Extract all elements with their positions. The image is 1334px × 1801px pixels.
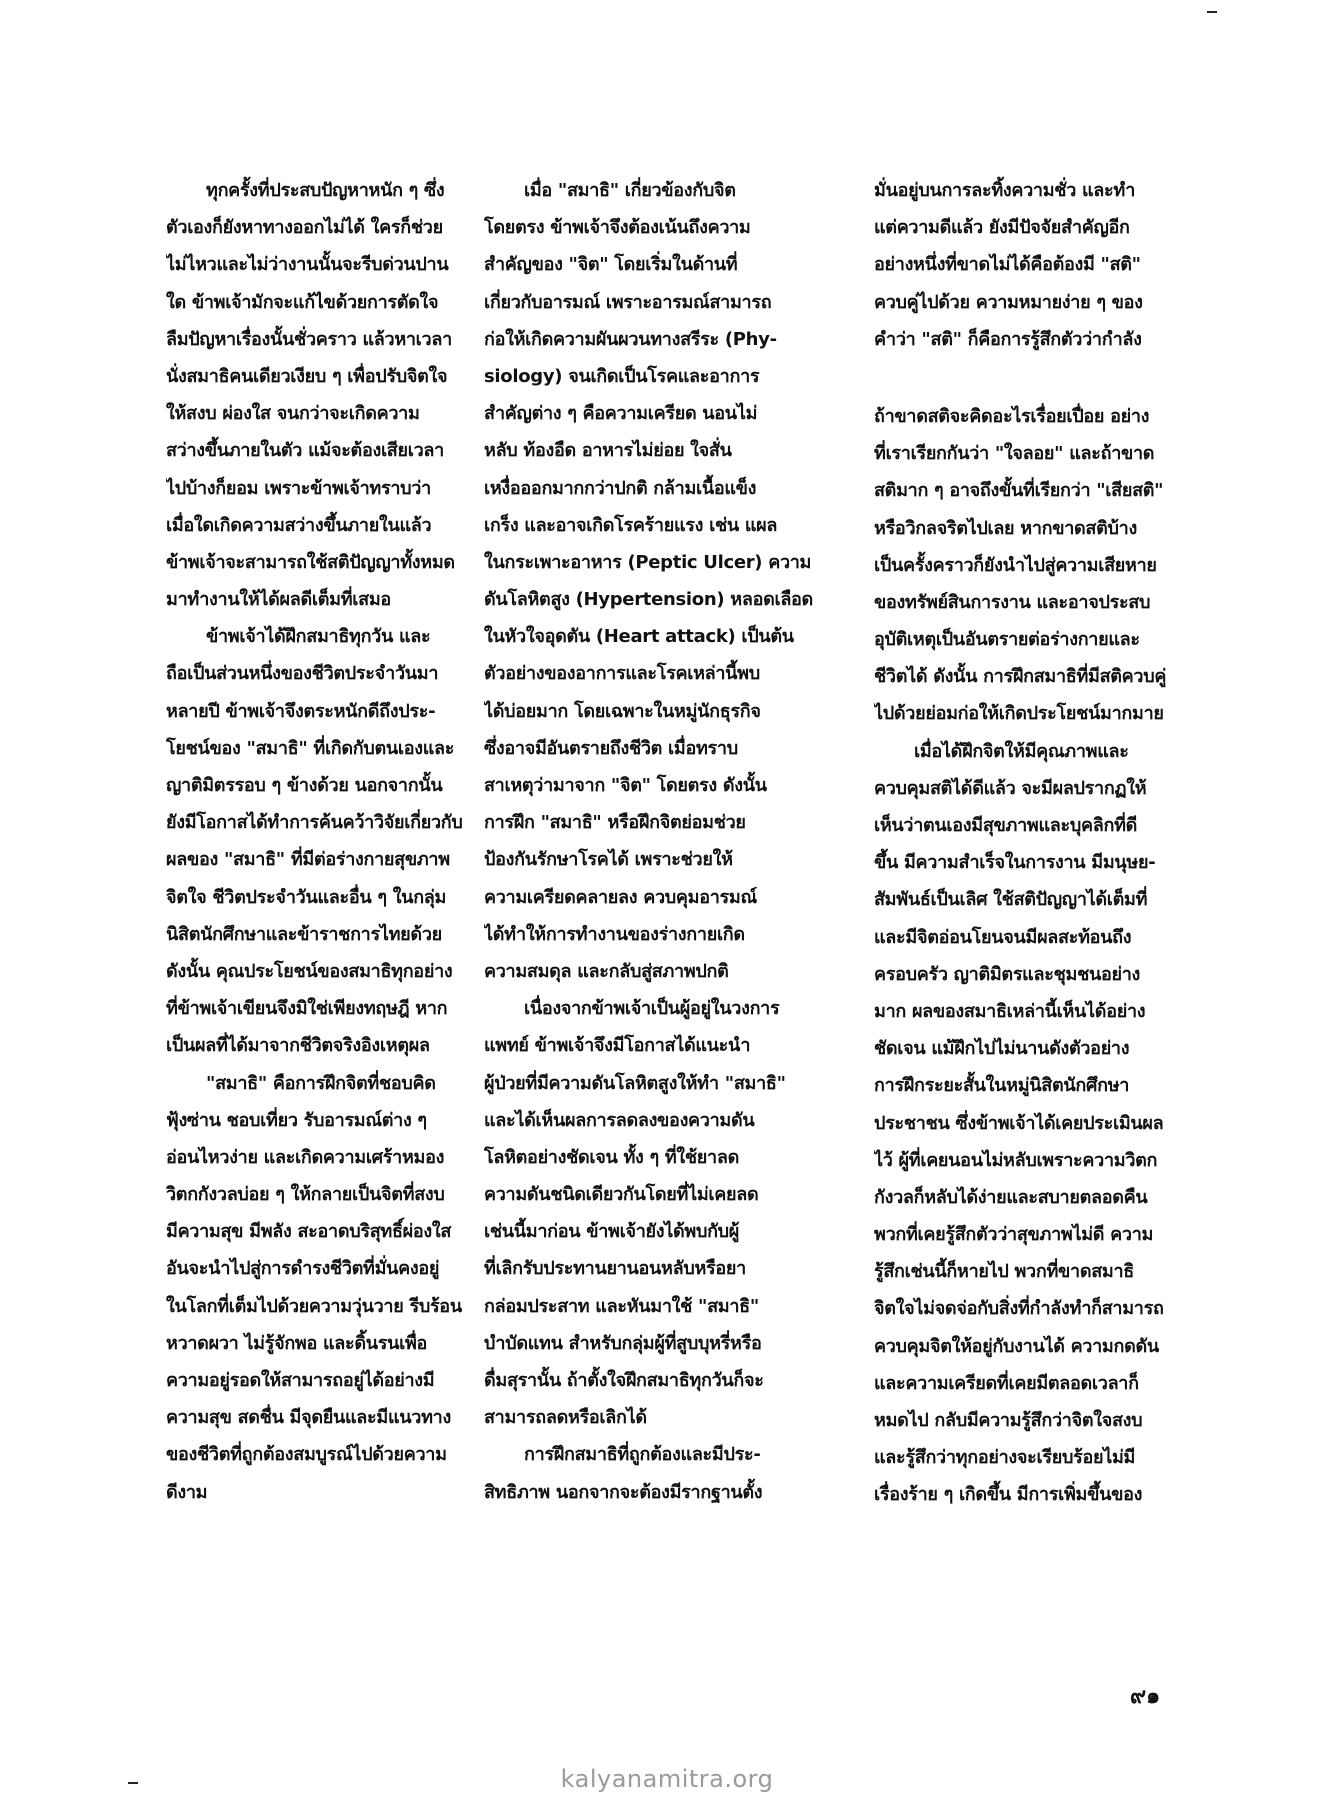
- text-line: ตัวอย่างของอาการและโรคเหล่านี้พบ: [484, 663, 760, 685]
- text-line: เกี่ยวกับอารมณ์ เพราะอารมณ์สามารถ: [484, 291, 772, 313]
- text-line: มาก ผลของสมาธิเหล่านี้เห็นได้อย่าง: [874, 1000, 1146, 1022]
- text-line: ข้าพเจ้าได้ฝึกสมาธิทุกวัน และ: [206, 626, 431, 648]
- text-line: และรู้สึกว่าทุกอย่างจะเรียบร้อยไม่มี: [874, 1447, 1136, 1469]
- text-line: ถือเป็นส่วนหนึ่งของชีวิตประจำวันมา: [166, 663, 439, 685]
- text-line: ยังมีโอกาสได้ทำการค้นคว้าวิจัยเกี่ยวกับ: [166, 812, 463, 834]
- text-line: siology) จนเกิดเป็นโรคและอาการ: [484, 365, 760, 387]
- text-line: ไปบ้างก็ยอม เพราะข้าพเจ้าทราบว่า: [166, 477, 431, 499]
- text-line: โดยตรง ข้าพเจ้าจึงต้องเน้นถึงความ: [484, 217, 751, 239]
- text-line: ผู้ป่วยที่มีความดันโลหิตสูงให้ทำ "สมาธิ": [484, 1072, 786, 1094]
- text-line: ในหัวใจอุดตัน (Heart attack) เป็นต้น: [484, 626, 794, 648]
- text-line: สติมาก ๆ อาจถึงขั้นที่เรียกว่า "เสียสติ": [874, 480, 1164, 502]
- text-line: ตัวเองก็ยังหาทางออกไม่ได้ ใครก็ช่วย: [166, 217, 443, 239]
- text-line: มั่นอยู่บนการละทิ้งความชั่ว และทำ: [874, 180, 1136, 201]
- watermark: kalyanamitra.org: [560, 1765, 774, 1793]
- text-line: มาทำงานให้ได้ผลดีเต็มที่เสมอ: [166, 589, 391, 611]
- text-line: สว่างขึ้นภายในตัว แม้จะต้องเสียเวลา: [166, 440, 444, 462]
- text-line: หวาดผวา ไม่รู้จักพอ และดิ้นรนเพื่อ: [166, 1332, 428, 1354]
- text-line: เกร็ง และอาจเกิดโรคร้ายแรง เช่น แผล: [484, 514, 778, 536]
- text-line: หมดไป กลับมีความรู้สึกว่าจิตใจสงบ: [874, 1410, 1143, 1431]
- text-line: ชัดเจน แม้ฝึกไปไม่นานดังตัวอย่าง: [874, 1038, 1130, 1060]
- text-line: หลายปี ข้าพเจ้าจึงตระหนักดีถึงประ-: [166, 700, 436, 722]
- page-number: ๙๑: [1130, 1684, 1161, 1709]
- text-line: ดันโลหิตสูง (Hypertension) หลอดเลือด: [484, 589, 813, 611]
- text-line: นิสิตนักศึกษาและข้าราชการไทยด้วย: [166, 923, 442, 945]
- text-line: คำว่า "สติ" ก็คือการรู้สึกตัวว่ากำลัง: [874, 328, 1142, 350]
- text-line: สิทธิภาพ นอกจากจะต้องมีรากฐานตั้ง: [484, 1481, 763, 1503]
- text-line: เมื่อ "สมาธิ" เกี่ยวข้องกับจิต: [524, 180, 736, 201]
- text-line: เช่นนี้มาก่อน ข้าพเจ้ายังได้พบกับผู้: [484, 1221, 740, 1243]
- text-line: เหงื่อออกมากกว่าปกติ กล้ามเนื้อแข็ง: [484, 477, 757, 499]
- text-line: ความอยู่รอดให้สามารถอยู่ได้อย่างมี: [166, 1370, 435, 1391]
- text-line: ควบคุมจิตให้อยู่กับงานได้ ความกดดัน: [874, 1335, 1159, 1357]
- text-line: ที่ข้าพเจ้าเขียนจึงมิใช่เพียงทฤษฎี หาก: [166, 998, 448, 1020]
- text-line: ไม่ไหวและไม่ว่างานนั้นจะรีบด่วนปาน: [166, 254, 449, 276]
- text-line: แพทย์ ข้าพเจ้าจึงมีโอกาสได้แนะนำ: [484, 1035, 751, 1057]
- text-line: ลืมปัญหาเรื่องนั้นชั่วคราว แล้วหาเวลา: [166, 328, 452, 350]
- text-line: ของทรัพย์สินการงาน และอาจประสบ: [874, 591, 1151, 613]
- text-line: กังวลก็หลับได้ง่ายและสบายตลอดคืน: [874, 1186, 1148, 1208]
- text-line: และความเครียดที่เคยมีตลอดเวลาก็: [874, 1372, 1139, 1394]
- text-line: ควบคู่ไปด้วย ความหมายง่าย ๆ ของ: [874, 291, 1143, 313]
- text-line: ป้องกันรักษาโรคได้ เพราะช่วยให้: [484, 849, 733, 871]
- text-line: ข้าพเจ้าจะสามารถใช้สติปัญญาทั้งหมด: [166, 551, 455, 573]
- text-line: เมื่อได้ฝึกจิตให้มีคุณภาพและ: [914, 740, 1129, 762]
- text-line: ญาติมิตรรอบ ๆ ข้างด้วย นอกจากนั้น: [166, 775, 443, 796]
- text-line: ความเครียดคลายลง ควบคุมอารมณ์: [484, 886, 757, 908]
- scan-mark-top: [1207, 11, 1217, 13]
- text-line: ประชาชน ซึ่งข้าพเจ้าได้เคยประเมินผล: [874, 1112, 1164, 1134]
- text-line: ใด ข้าพเจ้ามักจะแก้ไขด้วยการตัดใจ: [166, 291, 439, 313]
- text-line: เนื่องจากข้าพเจ้าเป็นผู้อยู่ในวงการ: [524, 998, 780, 1020]
- text-line: ของชีวิตที่ถูกต้องสมบูรณ์ไปด้วยความ: [166, 1444, 447, 1466]
- text-line: สัมพันธ์เป็นเลิศ ใช้สติปัญญาได้เต็มที่: [874, 889, 1148, 911]
- text-line: อุบัติเหตุเป็นอันตรายต่อร่างกายและ: [874, 629, 1140, 651]
- text-line: ดีงาม: [166, 1481, 208, 1503]
- text-line: เห็นว่าตนเองมีสุขภาพและบุคลิกที่ดี: [874, 815, 1138, 836]
- text-line: ครอบครัว ญาติมิตรและชุมชนอย่าง: [874, 963, 1141, 985]
- text-line: สาเหตุว่ามาจาก "จิต" โดยตรง ดังนั้น: [484, 775, 767, 796]
- text-line: มีความสุข มีพลัง สะอาดบริสุทธิ์ผ่องใส: [166, 1221, 452, 1243]
- text-line: วิตกกังวลบ่อย ๆ ให้กลายเป็นจิตที่สงบ: [166, 1184, 445, 1206]
- text-line: และมีจิตอ่อนโยนจนมีผลสะท้อนถึง: [874, 926, 1132, 948]
- text-line: โยชน์ของ "สมาธิ" ที่เกิดกับตนเองและ: [166, 737, 455, 759]
- text-line: ฟุ้งซ่าน ชอบเที่ยว รับอารมณ์ต่าง ๆ: [166, 1109, 427, 1131]
- text-line: กล่อมประสาท และหันมาใช้ "สมาธิ": [484, 1295, 759, 1317]
- text-line: เป็นผลที่ได้มาจากชีวิตจริงอิงเหตุผล: [166, 1035, 430, 1057]
- text-line: แต่ความดีแล้ว ยังมีปัจจัยสำคัญอีก: [874, 217, 1130, 239]
- text-line: อ่อนไหวง่าย และเกิดความเศร้าหมอง: [166, 1146, 445, 1168]
- text-line: นั่งสมาธิคนเดียวเงียบ ๆ เพื่อปรับจิตใจ: [166, 365, 448, 387]
- text-line: ก่อให้เกิดความผันผวนทางสรีระ (Phy-: [484, 328, 777, 350]
- text-line: ในกระเพาะอาหาร (Peptic Ulcer) ความ: [484, 551, 812, 573]
- text-line: ความสมดุล และกลับสู่สภาพปกติ: [484, 960, 729, 982]
- column-middle: [484, 172, 816, 1511]
- text-line: เรื่องร้าย ๆ เกิดขึ้น มีการเพิ่มขึ้นของ: [874, 1484, 1143, 1506]
- text-line: ได้ทำให้การทำงานของร่างกายเกิด: [484, 923, 745, 945]
- text-line: อย่างหนึ่งที่ขาดไม่ได้คือต้องมี "สติ": [874, 254, 1141, 276]
- text-line: สำคัญของ "จิต" โดยเริ่มในด้านที่: [484, 254, 738, 276]
- column-right: [874, 172, 1196, 1514]
- text-line: ที่เราเรียกกันว่า "ใจลอย" และถ้าขาด: [874, 443, 1155, 465]
- text-line: ชีวิตได้ ดังนั้น การฝึกสมาธิที่มีสติควบคู่: [874, 666, 1167, 688]
- text-line: ทุกครั้งที่ประสบปัญหาหนัก ๆ ซึ่ง: [206, 180, 445, 201]
- text-line: ได้บ่อยมาก โดยเฉพาะในหมู่นักธุรกิจ: [484, 700, 761, 722]
- text-line: ซึ่งอาจมีอันตรายถึงชีวิต เมื่อทราบ: [484, 737, 738, 759]
- text-line: จิตใจไม่จดจ่อกับสิ่งที่กำลังทำก็สามารถ: [874, 1298, 1164, 1320]
- text-line: เมื่อใดเกิดความสว่างขึ้นภายในแล้ว: [166, 514, 432, 536]
- text-line: การฝึก "สมาธิ" หรือฝึกจิตย่อมช่วย: [484, 812, 746, 834]
- text-line: การฝึกสมาธิที่ถูกต้องและมีประ-: [524, 1444, 761, 1466]
- text-line: พวกที่เคยรู้สึกตัวว่าสุขภาพไม่ดี ความ: [874, 1224, 1154, 1246]
- text-line: รู้สึกเช่นนี้ก็หายไป พวกที่ขาดสมาธิ: [874, 1261, 1134, 1283]
- text-line: จิตใจ ชีวิตประจำวันและอื่น ๆ ในกลุ่ม: [166, 886, 447, 908]
- text-line: หลับ ท้องอืด อาหารไม่ย่อย ใจสั่น: [484, 440, 732, 462]
- paragraph-gap: [874, 358, 1196, 398]
- text-line: และได้เห็นผลการลดลงของความดัน: [484, 1109, 755, 1131]
- text-line: บำบัดแทน สำหรับกลุ่มผู้ที่สูบบุหรี่หรือ: [484, 1332, 762, 1354]
- text-line: ควบคุมสติได้ดีแล้ว จะมีผลปรากฏให้: [874, 777, 1147, 799]
- text-line: ขึ้น มีความสำเร็จในการงาน มีมนุษย-: [874, 852, 1156, 874]
- text-line: ให้สงบ ผ่องใส จนกว่าจะเกิดความ: [166, 403, 420, 425]
- text-line: การฝึกระยะสั้นในหมู่นิสิตนักศึกษา: [874, 1075, 1130, 1097]
- text-line: สามารถลดหรือเลิกได้: [484, 1407, 647, 1429]
- text-line: อันจะนำไปสู่การดำรงชีวิตที่มั่นคงอยู่: [166, 1258, 440, 1280]
- text-line: "สมาธิ" คือการฝึกจิตที่ชอบคิด: [206, 1072, 436, 1094]
- text-line: โลหิตอย่างชัดเจน ทั้ง ๆ ที่ใช้ยาลด: [484, 1146, 739, 1168]
- text-line: หรือวิกลจริตไปเลย หากขาดสติบ้าง: [874, 517, 1137, 539]
- text-line: ถ้าขาดสติจะคิดอะไรเรื่อยเปื่อย อย่าง: [874, 405, 1150, 427]
- text-line: ผลของ "สมาธิ" ที่มีต่อร่างกายสุขภาพ: [166, 849, 450, 871]
- text-line: ความดันชนิดเดียวกันโดยที่ไม่เคยลด: [484, 1184, 759, 1206]
- text-line: สำคัญต่าง ๆ คือความเครียด นอนไม่: [484, 403, 758, 425]
- text-line: ดังนั้น คุณประโยชน์ของสมาธิทุกอย่าง: [166, 960, 453, 982]
- text-line: ไปด้วยย่อมก่อให้เกิดประโยชน์มากมาย: [874, 703, 1164, 725]
- text-line: ดื่มสุรานั้น ถ้าตั้งใจฝึกสมาธิทุกวันก็จะ: [484, 1370, 764, 1391]
- column-left: [166, 172, 476, 1511]
- text-line: ไว้ ผู้ที่เคยนอนไม่หลับเพราะความวิตก: [874, 1149, 1158, 1171]
- text-line: ความสุข สดชื่น มีจุดยืนและมีแนวทาง: [166, 1407, 451, 1429]
- text-line: เป็นครั้งคราวก็ยังนำไปสู่ความเสียหาย: [874, 554, 1157, 576]
- text-line: ในโลกที่เต็มไปด้วยความวุ่นวาย รีบร้อน: [166, 1295, 462, 1317]
- text-line: ที่เลิกรับประทานยานอนหลับหรือยา: [484, 1258, 746, 1280]
